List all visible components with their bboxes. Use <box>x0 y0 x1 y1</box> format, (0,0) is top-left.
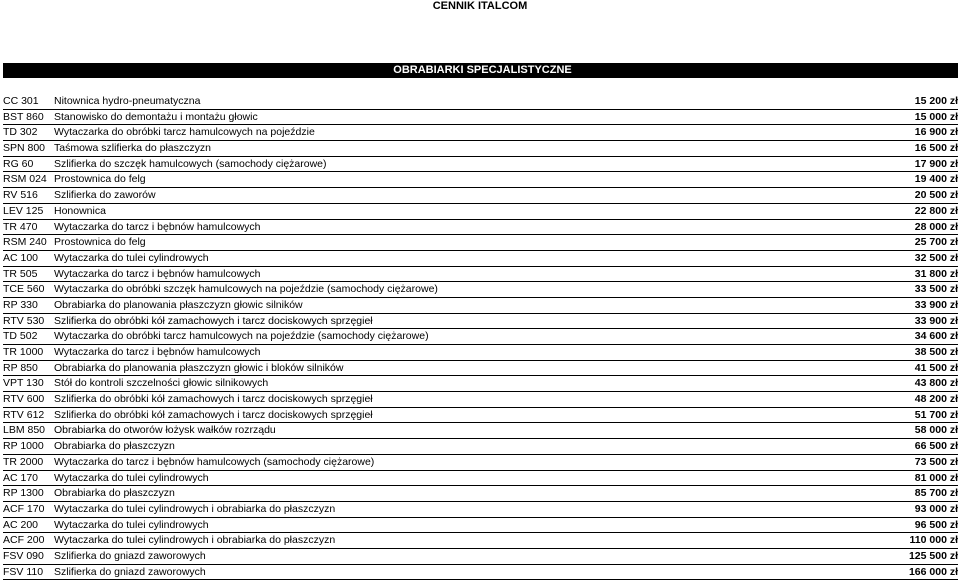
product-name: Szlifierka do obróbki kół zamachowych i tarcz dociskowych sprzęgieł <box>54 393 373 406</box>
table-row <box>3 141 958 157</box>
table-row <box>3 565 958 581</box>
product-price: 16 500 zł <box>914 142 958 155</box>
product-name: Wytaczarka do obróbki tarcz hamulcowych na pojeździe (samochody ciężarowe) <box>54 330 429 343</box>
product-price: 41 500 zł <box>914 361 958 374</box>
table-row <box>3 172 958 188</box>
table-row <box>3 235 958 251</box>
table-row <box>3 486 958 502</box>
product-code: RTV 600 <box>3 393 45 406</box>
product-name: Wytaczarka do tarcz i bębnów hamulcowych <box>54 220 261 233</box>
product-price: 166 000 zł <box>908 565 958 578</box>
product-name: Wytaczarka do tulei cylindrowych <box>54 471 209 484</box>
product-code: RP 1300 <box>3 487 44 500</box>
table-row <box>3 188 958 204</box>
product-code: TCE 560 <box>3 283 45 296</box>
product-name: Wytaczarka do tarcz i bębnów hamulcowych <box>54 267 261 280</box>
product-code: ACF 170 <box>3 502 45 515</box>
product-code: AC 100 <box>3 251 39 264</box>
product-code: RSM 024 <box>3 173 47 186</box>
product-name: Szlifierka do obróbki kół zamachowych i tarcz dociskowych sprzęgieł <box>54 314 373 327</box>
product-name: Szlifierka do zaworów <box>54 189 156 202</box>
table-row <box>3 94 958 110</box>
product-price: 33 900 zł <box>914 298 958 311</box>
product-price: 34 600 zł <box>914 330 958 343</box>
product-price: 32 500 zł <box>914 251 958 264</box>
product-code: RP 1000 <box>3 440 44 453</box>
product-name: Wytaczarka do tulei cylindrowych <box>54 251 209 264</box>
product-code: CC 301 <box>3 95 39 107</box>
product-price: 110 000 zł <box>909 534 958 547</box>
product-code: RG 60 <box>3 157 34 170</box>
price-table <box>3 94 958 580</box>
product-price: 16 900 zł <box>914 126 958 139</box>
table-row <box>3 423 958 439</box>
product-name: Wytaczarka do tarcz i bębnów hamulcowych (samochody ciężarowe) <box>54 455 375 468</box>
product-name: Wytaczarka do tarcz i bębnów hamulcowych <box>54 346 261 358</box>
product-code: FSV 090 <box>3 549 44 562</box>
product-name: Stanowisko do demontażu i montażu głowic <box>54 110 258 123</box>
product-name: Wytaczarka do obróbki tarcz hamulcowych na pojeździe <box>54 126 315 139</box>
product-name: Obrabiarka do płaszczyzn <box>54 487 175 500</box>
document-title: CENNIK ITALCOM <box>432 0 528 12</box>
product-code: LEV 125 <box>3 204 44 217</box>
product-code: TR 2000 <box>3 455 44 468</box>
product-name: Wytaczarka do tulei cylindrowych i obrabiarka do płaszczyzn <box>54 534 336 547</box>
product-price: 48 200 zł <box>914 393 958 406</box>
product-price: 20 500 zł <box>914 189 958 202</box>
product-price: 33 500 zł <box>914 283 958 296</box>
product-name: Nitownica hydro-pneumatyczna <box>54 95 201 107</box>
product-code: RTV 612 <box>3 408 45 421</box>
product-code: SPN 800 <box>3 142 46 155</box>
product-code: AC 200 <box>3 518 39 531</box>
product-code: BST 860 <box>3 110 44 123</box>
table-row <box>3 361 958 377</box>
product-price: 15 000 zł <box>914 110 958 123</box>
product-code: TR 505 <box>3 267 38 280</box>
table-row <box>3 518 958 534</box>
product-name: Obrabiarka do otworów łożysk wałków rozrządu <box>54 424 276 437</box>
table-row <box>3 439 958 455</box>
table-row <box>3 471 958 487</box>
product-price: 17 900 zł <box>914 157 958 170</box>
product-price: 93 000 zł <box>914 502 958 515</box>
table-row <box>3 282 958 298</box>
product-code: RTV 530 <box>3 314 45 327</box>
table-row <box>3 251 958 267</box>
product-code: AC 170 <box>3 471 39 484</box>
table-row <box>3 314 958 330</box>
product-code: RP 330 <box>3 298 38 311</box>
product-price: 81 000 zł <box>914 471 958 484</box>
product-price: 96 500 zł <box>914 518 958 531</box>
product-name: Szlifierka do gniazd zaworowych <box>54 549 206 562</box>
product-price: 43 800 zł <box>914 377 958 390</box>
table-row <box>3 455 958 471</box>
table-row <box>3 267 958 283</box>
table-row <box>3 125 958 141</box>
section-header: OBRABIARKI SPECJALISTYCZNE <box>3 63 958 78</box>
table-row <box>3 533 958 549</box>
product-price: 19 400 zł <box>914 173 958 186</box>
product-name: Szlifierka do obróbki kół zamachowych i tarcz dociskowych sprzęgieł <box>54 408 373 421</box>
product-price: 73 500 zł <box>914 455 958 468</box>
product-code: LBM 850 <box>3 424 46 437</box>
table-row <box>3 110 958 126</box>
product-code: RP 850 <box>3 361 38 374</box>
product-price: 58 000 zł <box>914 424 958 437</box>
product-price: 22 800 zł <box>914 204 958 217</box>
product-price: 66 500 zł <box>914 440 958 453</box>
table-row <box>3 298 958 314</box>
product-code: TD 502 <box>3 330 38 343</box>
product-name: Prostownica do felg <box>54 173 146 186</box>
product-code: RV 516 <box>3 189 38 202</box>
product-name: Szlifierka do szczęk hamulcowych (samochody ciężarowe) <box>54 157 327 170</box>
product-name: Wytaczarka do obróbki szczęk hamulcowych na pojeździe (samochody ciężarowe) <box>54 283 438 296</box>
product-code: ACF 200 <box>3 534 45 547</box>
table-row <box>3 376 958 392</box>
product-code: VPT 130 <box>3 377 44 390</box>
product-name: Taśmowa szlifierka do płaszczyzn <box>54 142 211 155</box>
table-row <box>3 502 958 518</box>
product-price: 31 800 zł <box>914 267 958 280</box>
table-row <box>3 204 958 220</box>
table-row <box>3 157 958 173</box>
product-name: Wytaczarka do tulei cylindrowych <box>54 518 209 531</box>
product-price: 28 000 zł <box>914 220 958 233</box>
table-row <box>3 329 958 345</box>
table-row <box>3 220 958 236</box>
product-code: TR 1000 <box>3 346 44 358</box>
product-code: TD 302 <box>3 126 38 139</box>
product-code: TR 470 <box>3 220 38 233</box>
product-name: Szlifierka do gniazd zaworowych <box>54 565 206 578</box>
product-name: Wytaczarka do tulei cylindrowych i obrabiarka do płaszczyzn <box>54 502 336 515</box>
product-code: RSM 240 <box>3 236 47 249</box>
product-price: 51 700 zł <box>914 408 958 421</box>
product-price: 38 500 zł <box>914 346 958 358</box>
product-name: Obrabiarka do planowania płaszczyzn głowic silników <box>54 298 303 311</box>
product-name: Obrabiarka do płaszczyzn <box>54 440 175 453</box>
product-name: Honownica <box>54 204 106 217</box>
product-name: Prostownica do felg <box>54 236 146 249</box>
table-row <box>3 345 958 361</box>
product-name: Stół do kontroli szczelności głowic silnikowych <box>54 377 269 390</box>
product-price: 15 200 zł <box>914 95 958 107</box>
product-price: 25 700 zł <box>914 236 958 249</box>
table-row <box>3 408 958 424</box>
product-price: 85 700 zł <box>914 487 958 500</box>
table-row <box>3 549 958 565</box>
product-price: 125 500 zł <box>908 549 958 562</box>
table-row <box>3 392 958 408</box>
product-code: FSV 110 <box>3 565 44 578</box>
product-name: Obrabiarka do planowania płaszczyzn głowic i bloków silników <box>54 361 344 374</box>
product-price: 33 900 zł <box>914 314 958 327</box>
